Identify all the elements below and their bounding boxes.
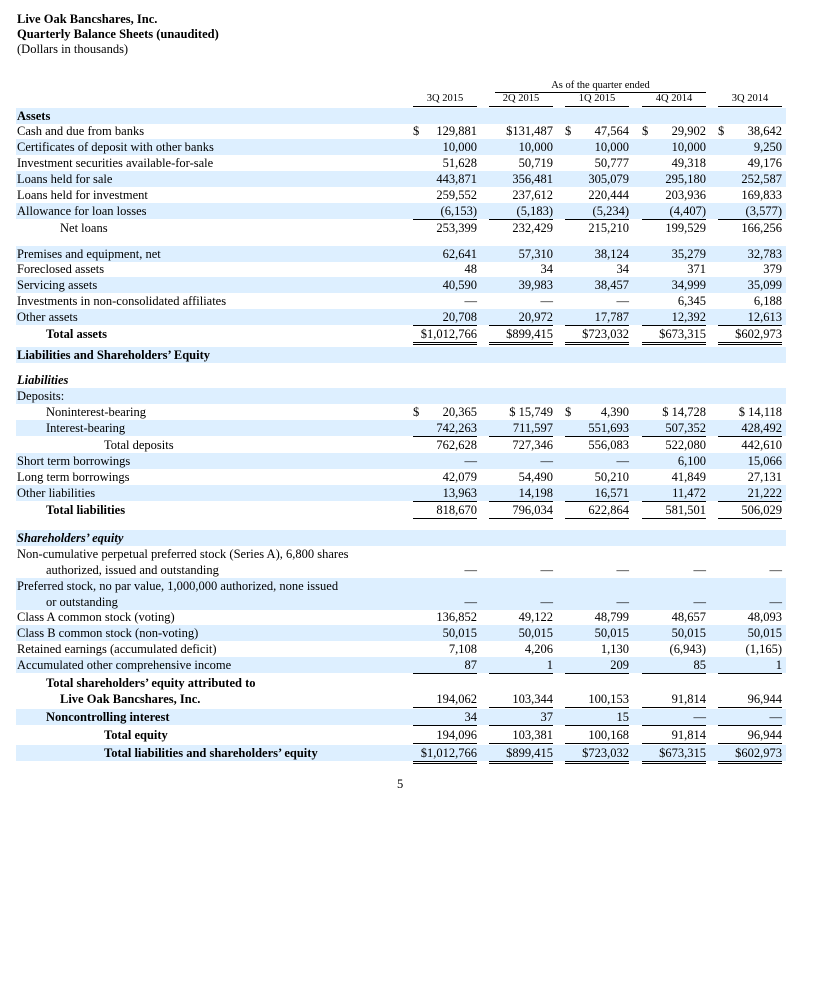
- cell-value: —: [616, 563, 629, 577]
- cell-value: 41,849: [671, 470, 706, 484]
- cell-value: 38,124: [594, 247, 629, 261]
- cell-value: 507,352: [642, 420, 706, 437]
- cell-value: 169,833: [741, 188, 782, 202]
- cell-value: —: [718, 709, 782, 726]
- row-label: Total equity: [104, 728, 168, 742]
- table-row: [16, 203, 786, 219]
- table-row: [16, 485, 786, 501]
- row-label: Retained earnings (accumulated deficit): [17, 642, 217, 656]
- cell-value: 50,015: [594, 626, 629, 640]
- table-row: [16, 246, 786, 262]
- cell-value: (5,183): [489, 203, 553, 220]
- table-row: [16, 155, 786, 171]
- table-row: [16, 277, 786, 293]
- column-header: 3Q 2014: [718, 93, 782, 107]
- table-row: [16, 625, 786, 641]
- row-label: Shareholders’ equity: [17, 531, 124, 545]
- cell-value: 91,814: [642, 727, 706, 744]
- cell-value: 10,000: [518, 140, 553, 154]
- cell-value: 50,719: [518, 156, 553, 170]
- row-label: Certificates of deposit with other banks: [17, 140, 214, 154]
- cell-value: 39,983: [518, 278, 553, 292]
- cell-value: 57,310: [518, 247, 553, 261]
- row-label: Other assets: [17, 310, 78, 324]
- cell-value: 522,080: [665, 438, 706, 452]
- cell-value: 96,944: [718, 691, 782, 708]
- table-row: [16, 657, 786, 673]
- row-label: Total assets: [46, 327, 108, 341]
- cell-value: 442,610: [741, 438, 782, 452]
- row-label: Assets: [17, 109, 51, 123]
- cell-value: 15: [565, 709, 629, 726]
- row-label: Total liabilities and shareholders’ equity: [104, 746, 318, 760]
- cell-value: 34: [413, 709, 477, 726]
- cell-value: —: [464, 563, 477, 577]
- cell-value: —: [616, 595, 629, 609]
- row-label: Net loans: [60, 221, 108, 235]
- table-row: [16, 139, 786, 155]
- cell-value: 38,457: [594, 278, 629, 292]
- row-label: Class A common stock (voting): [17, 610, 175, 624]
- cell-value: 27,131: [747, 470, 782, 484]
- cell-value: 371: [687, 262, 706, 276]
- cell-value: 15,066: [747, 454, 782, 468]
- row-label: Long term borrowings: [17, 470, 130, 484]
- cell-value: 742,263: [413, 420, 477, 437]
- column-header: 4Q 2014: [642, 93, 706, 107]
- cell-value: 34: [616, 262, 629, 276]
- column-header: 3Q 2015: [413, 93, 477, 107]
- cell-value: 32,783: [747, 247, 782, 261]
- table-row: [16, 562, 786, 578]
- table-row: [16, 546, 786, 562]
- row-label: Interest-bearing: [46, 421, 126, 435]
- cell-value: 711,597: [489, 420, 553, 437]
- cell-value: 38,642: [747, 124, 782, 138]
- cell-value: 54,490: [518, 470, 553, 484]
- table-row: [16, 220, 786, 236]
- cell-value: 1,130: [600, 642, 629, 656]
- cell-value: 100,153: [565, 691, 629, 708]
- cell-value: 6,188: [753, 294, 782, 308]
- table-row: [16, 609, 786, 625]
- dollar-sign: $: [565, 124, 572, 138]
- cell-value: 259,552: [436, 188, 477, 202]
- table-row: [16, 187, 786, 203]
- cell-value: 48: [464, 262, 477, 276]
- cell-value: 10,000: [442, 140, 477, 154]
- cell-value: 85: [642, 657, 706, 674]
- cell-value: 305,079: [588, 172, 629, 186]
- cell-value: 220,444: [588, 188, 629, 202]
- cell-value: 51,628: [442, 156, 477, 170]
- cell-value: —: [616, 294, 629, 308]
- row-label: Investment securities available-for-sale: [17, 156, 214, 170]
- cell-value: $ 14,118: [738, 405, 782, 419]
- cell-value: 49,176: [747, 156, 782, 170]
- table-row: [16, 469, 786, 485]
- cell-value: 4,206: [524, 642, 553, 656]
- cell-value: 34,999: [671, 278, 706, 292]
- row-label: Foreclosed assets: [17, 262, 105, 276]
- row-label: Short term borrowings: [17, 454, 131, 468]
- cell-value: $723,032: [565, 745, 629, 764]
- cell-value: 20,708: [413, 309, 477, 326]
- cell-value: 50,015: [671, 626, 706, 640]
- cell-value: 194,096: [413, 727, 477, 744]
- cell-value: 796,034: [489, 502, 553, 519]
- cell-value: 551,693: [565, 420, 629, 437]
- row-label: Cash and due from banks: [17, 124, 145, 138]
- cell-value: $602,973: [718, 745, 782, 764]
- table-row: [16, 745, 786, 761]
- cell-value: 35,099: [747, 278, 782, 292]
- row-label: Loans held for sale: [17, 172, 113, 186]
- cell-value: 1: [489, 657, 553, 674]
- cell-value: 295,180: [665, 172, 706, 186]
- cell-value: 10,000: [671, 140, 706, 154]
- cell-value: —: [693, 563, 706, 577]
- cell-value: 50,015: [442, 626, 477, 640]
- cell-value: 103,381: [489, 727, 553, 744]
- cell-value: (5,234): [565, 203, 629, 220]
- dollar-sign: $: [413, 405, 420, 419]
- cell-value: 203,936: [665, 188, 706, 202]
- report-header: [17, 12, 219, 57]
- table-row: [16, 691, 786, 707]
- cell-value: 556,083: [588, 438, 629, 452]
- cell-value: $723,032: [565, 326, 629, 345]
- cell-value: 35,279: [671, 247, 706, 261]
- table-row: [16, 594, 786, 610]
- column-header: 2Q 2015: [489, 93, 553, 107]
- cell-value: 20,972: [489, 309, 553, 326]
- cell-value: 34: [540, 262, 553, 276]
- row-label: Liabilities and Shareholders’ Equity: [17, 348, 210, 362]
- cell-value: —: [540, 294, 553, 308]
- row-label: Allowance for loan losses: [17, 204, 147, 218]
- row-label: Liabilities: [17, 373, 69, 387]
- cell-value: 209: [565, 657, 629, 674]
- cell-value: —: [769, 563, 782, 577]
- cell-value: 21,222: [718, 485, 782, 502]
- cell-value: $673,315: [642, 326, 706, 345]
- cell-value: 12,613: [718, 309, 782, 326]
- cell-value: 506,029: [718, 502, 782, 519]
- dollar-sign: $: [565, 405, 572, 419]
- cell-value: $602,973: [718, 326, 782, 345]
- table-row: [16, 123, 786, 139]
- cell-value: 7,108: [448, 642, 477, 656]
- table-row: [16, 108, 786, 124]
- table-row: [16, 404, 786, 420]
- dollar-sign: $: [642, 124, 649, 138]
- table-row: [16, 309, 786, 325]
- cell-value: $ 15,749: [509, 405, 553, 419]
- table-row: [16, 641, 786, 657]
- cell-value: (3,577): [718, 203, 782, 220]
- row-label: Other liabilities: [17, 486, 96, 500]
- cell-value: (6,943): [669, 642, 706, 656]
- row-label: Noncontrolling interest: [46, 710, 170, 724]
- cell-value: —: [642, 709, 706, 726]
- cell-value: 11,472: [642, 485, 706, 502]
- cell-value: 1: [718, 657, 782, 674]
- cell-value: 12,392: [642, 309, 706, 326]
- cell-value: 215,210: [588, 221, 629, 235]
- table-row: [16, 326, 786, 342]
- cell-value: 4,390: [600, 405, 629, 419]
- cell-value: 762,628: [436, 438, 477, 452]
- cell-value: 48,657: [671, 610, 706, 624]
- cell-value: 49,122: [518, 610, 553, 624]
- cell-value: 232,429: [512, 221, 553, 235]
- cell-value: —: [540, 595, 553, 609]
- cell-value: $673,315: [642, 745, 706, 764]
- cell-value: 199,529: [665, 221, 706, 235]
- company-name: Live Oak Bancshares, Inc.: [17, 12, 158, 26]
- cell-value: 6,100: [677, 454, 706, 468]
- cell-value: 87: [413, 657, 477, 674]
- cell-value: —: [693, 595, 706, 609]
- cell-value: 47,564: [594, 124, 629, 138]
- cell-value: —: [616, 454, 629, 468]
- row-label: Premises and equipment, net: [17, 247, 161, 261]
- cell-value: $1,012,766: [413, 745, 477, 764]
- row-label: Live Oak Bancshares, Inc.: [60, 692, 201, 706]
- cell-value: 136,852: [436, 610, 477, 624]
- cell-value: 727,346: [512, 438, 553, 452]
- cell-value: 100,168: [565, 727, 629, 744]
- cell-value: $899,415: [489, 326, 553, 345]
- cell-value: $1,012,766: [413, 326, 477, 345]
- cell-value: $899,415: [489, 745, 553, 764]
- column-header: 1Q 2015: [565, 93, 629, 107]
- cell-value: 29,902: [671, 124, 706, 138]
- table-row: [16, 437, 786, 453]
- table-row: [16, 727, 786, 743]
- cell-value: 237,612: [512, 188, 553, 202]
- cell-value: (4,407): [642, 203, 706, 220]
- row-label: Total liabilities: [46, 503, 126, 517]
- cell-value: 96,944: [718, 727, 782, 744]
- cell-value: 129,881: [436, 124, 477, 138]
- cell-value: —: [540, 563, 553, 577]
- cell-value: 252,587: [741, 172, 782, 186]
- cell-value: —: [540, 454, 553, 468]
- row-label: Preferred stock, no par value, 1,000,000 authorized, none issued: [17, 579, 339, 593]
- cell-value: 356,481: [512, 172, 553, 186]
- cell-value: 14,198: [489, 485, 553, 502]
- table-row: [16, 453, 786, 469]
- cell-value: 40,590: [442, 278, 477, 292]
- table-row: [16, 709, 786, 725]
- cell-value: (1,165): [745, 642, 782, 656]
- report-title: Quarterly Balance Sheets (unaudited): [17, 27, 219, 41]
- cell-value: 50,015: [747, 626, 782, 640]
- cell-value: 49,318: [671, 156, 706, 170]
- row-label: Class B common stock (non-voting): [17, 626, 199, 640]
- table-row: [16, 530, 786, 546]
- table-row: [16, 502, 786, 518]
- dollar-sign: $: [413, 124, 420, 138]
- cell-value: $ 14,728: [662, 405, 706, 419]
- cell-value: 194,062: [413, 691, 477, 708]
- row-label: or outstanding: [46, 595, 118, 609]
- cell-value: 62,641: [442, 247, 477, 261]
- dollar-sign: $: [718, 124, 725, 138]
- cell-value: 13,963: [413, 485, 477, 502]
- table-row: [16, 420, 786, 436]
- table-row: [16, 261, 786, 277]
- table-row: [16, 293, 786, 309]
- page-number: 5: [397, 777, 404, 791]
- cell-value: —: [464, 454, 477, 468]
- cell-value: —: [769, 595, 782, 609]
- table-row: [16, 347, 786, 363]
- cell-value: 166,256: [741, 221, 782, 235]
- row-label: Non-cumulative perpetual preferred stock (Series A), 6,800 shares: [17, 547, 349, 561]
- row-label: Servicing assets: [17, 278, 98, 292]
- cell-value: 103,344: [489, 691, 553, 708]
- table-row: [16, 675, 786, 691]
- table-row: [16, 578, 786, 594]
- cell-value: 9,250: [753, 140, 782, 154]
- cell-value: 48,093: [747, 610, 782, 624]
- units-note: (Dollars in thousands): [17, 42, 129, 56]
- cell-value: 50,015: [518, 626, 553, 640]
- cell-value: 48,799: [594, 610, 629, 624]
- cell-value: 91,814: [642, 691, 706, 708]
- cell-value: 50,777: [594, 156, 629, 170]
- cell-value: 37: [489, 709, 553, 726]
- cell-value: 42,079: [442, 470, 477, 484]
- cell-value: 818,670: [413, 502, 477, 519]
- cell-value: 6,345: [677, 294, 706, 308]
- cell-value: —: [464, 294, 477, 308]
- cell-value: 581,501: [642, 502, 706, 519]
- table-row: [16, 372, 786, 388]
- cell-value: 622,864: [565, 502, 629, 519]
- cell-value: 20,365: [442, 405, 477, 419]
- cell-value: (6,153): [413, 203, 477, 220]
- cell-value: 17,787: [565, 309, 629, 326]
- cell-value: $131,487: [506, 124, 553, 138]
- row-label: authorized, issued and outstanding: [46, 563, 219, 577]
- row-label: Total deposits: [104, 438, 174, 452]
- cell-value: 253,399: [436, 221, 477, 235]
- row-label: Investments in non-consolidated affiliates: [17, 294, 227, 308]
- cell-value: 50,210: [594, 470, 629, 484]
- as-of-label: As of the quarter ended: [551, 80, 650, 91]
- row-label: Total shareholders’ equity attributed to: [46, 676, 256, 690]
- cell-value: —: [464, 595, 477, 609]
- cell-value: 16,571: [565, 485, 629, 502]
- row-label: Accumulated other comprehensive income: [17, 658, 232, 672]
- row-label: Noninterest-bearing: [46, 405, 146, 419]
- row-label: Loans held for investment: [17, 188, 148, 202]
- cell-value: 428,492: [718, 420, 782, 437]
- table-row: [16, 171, 786, 187]
- row-label: Deposits:: [17, 389, 65, 403]
- cell-value: 379: [763, 262, 782, 276]
- cell-value: 10,000: [594, 140, 629, 154]
- cell-value: 443,871: [436, 172, 477, 186]
- table-row: [16, 388, 786, 404]
